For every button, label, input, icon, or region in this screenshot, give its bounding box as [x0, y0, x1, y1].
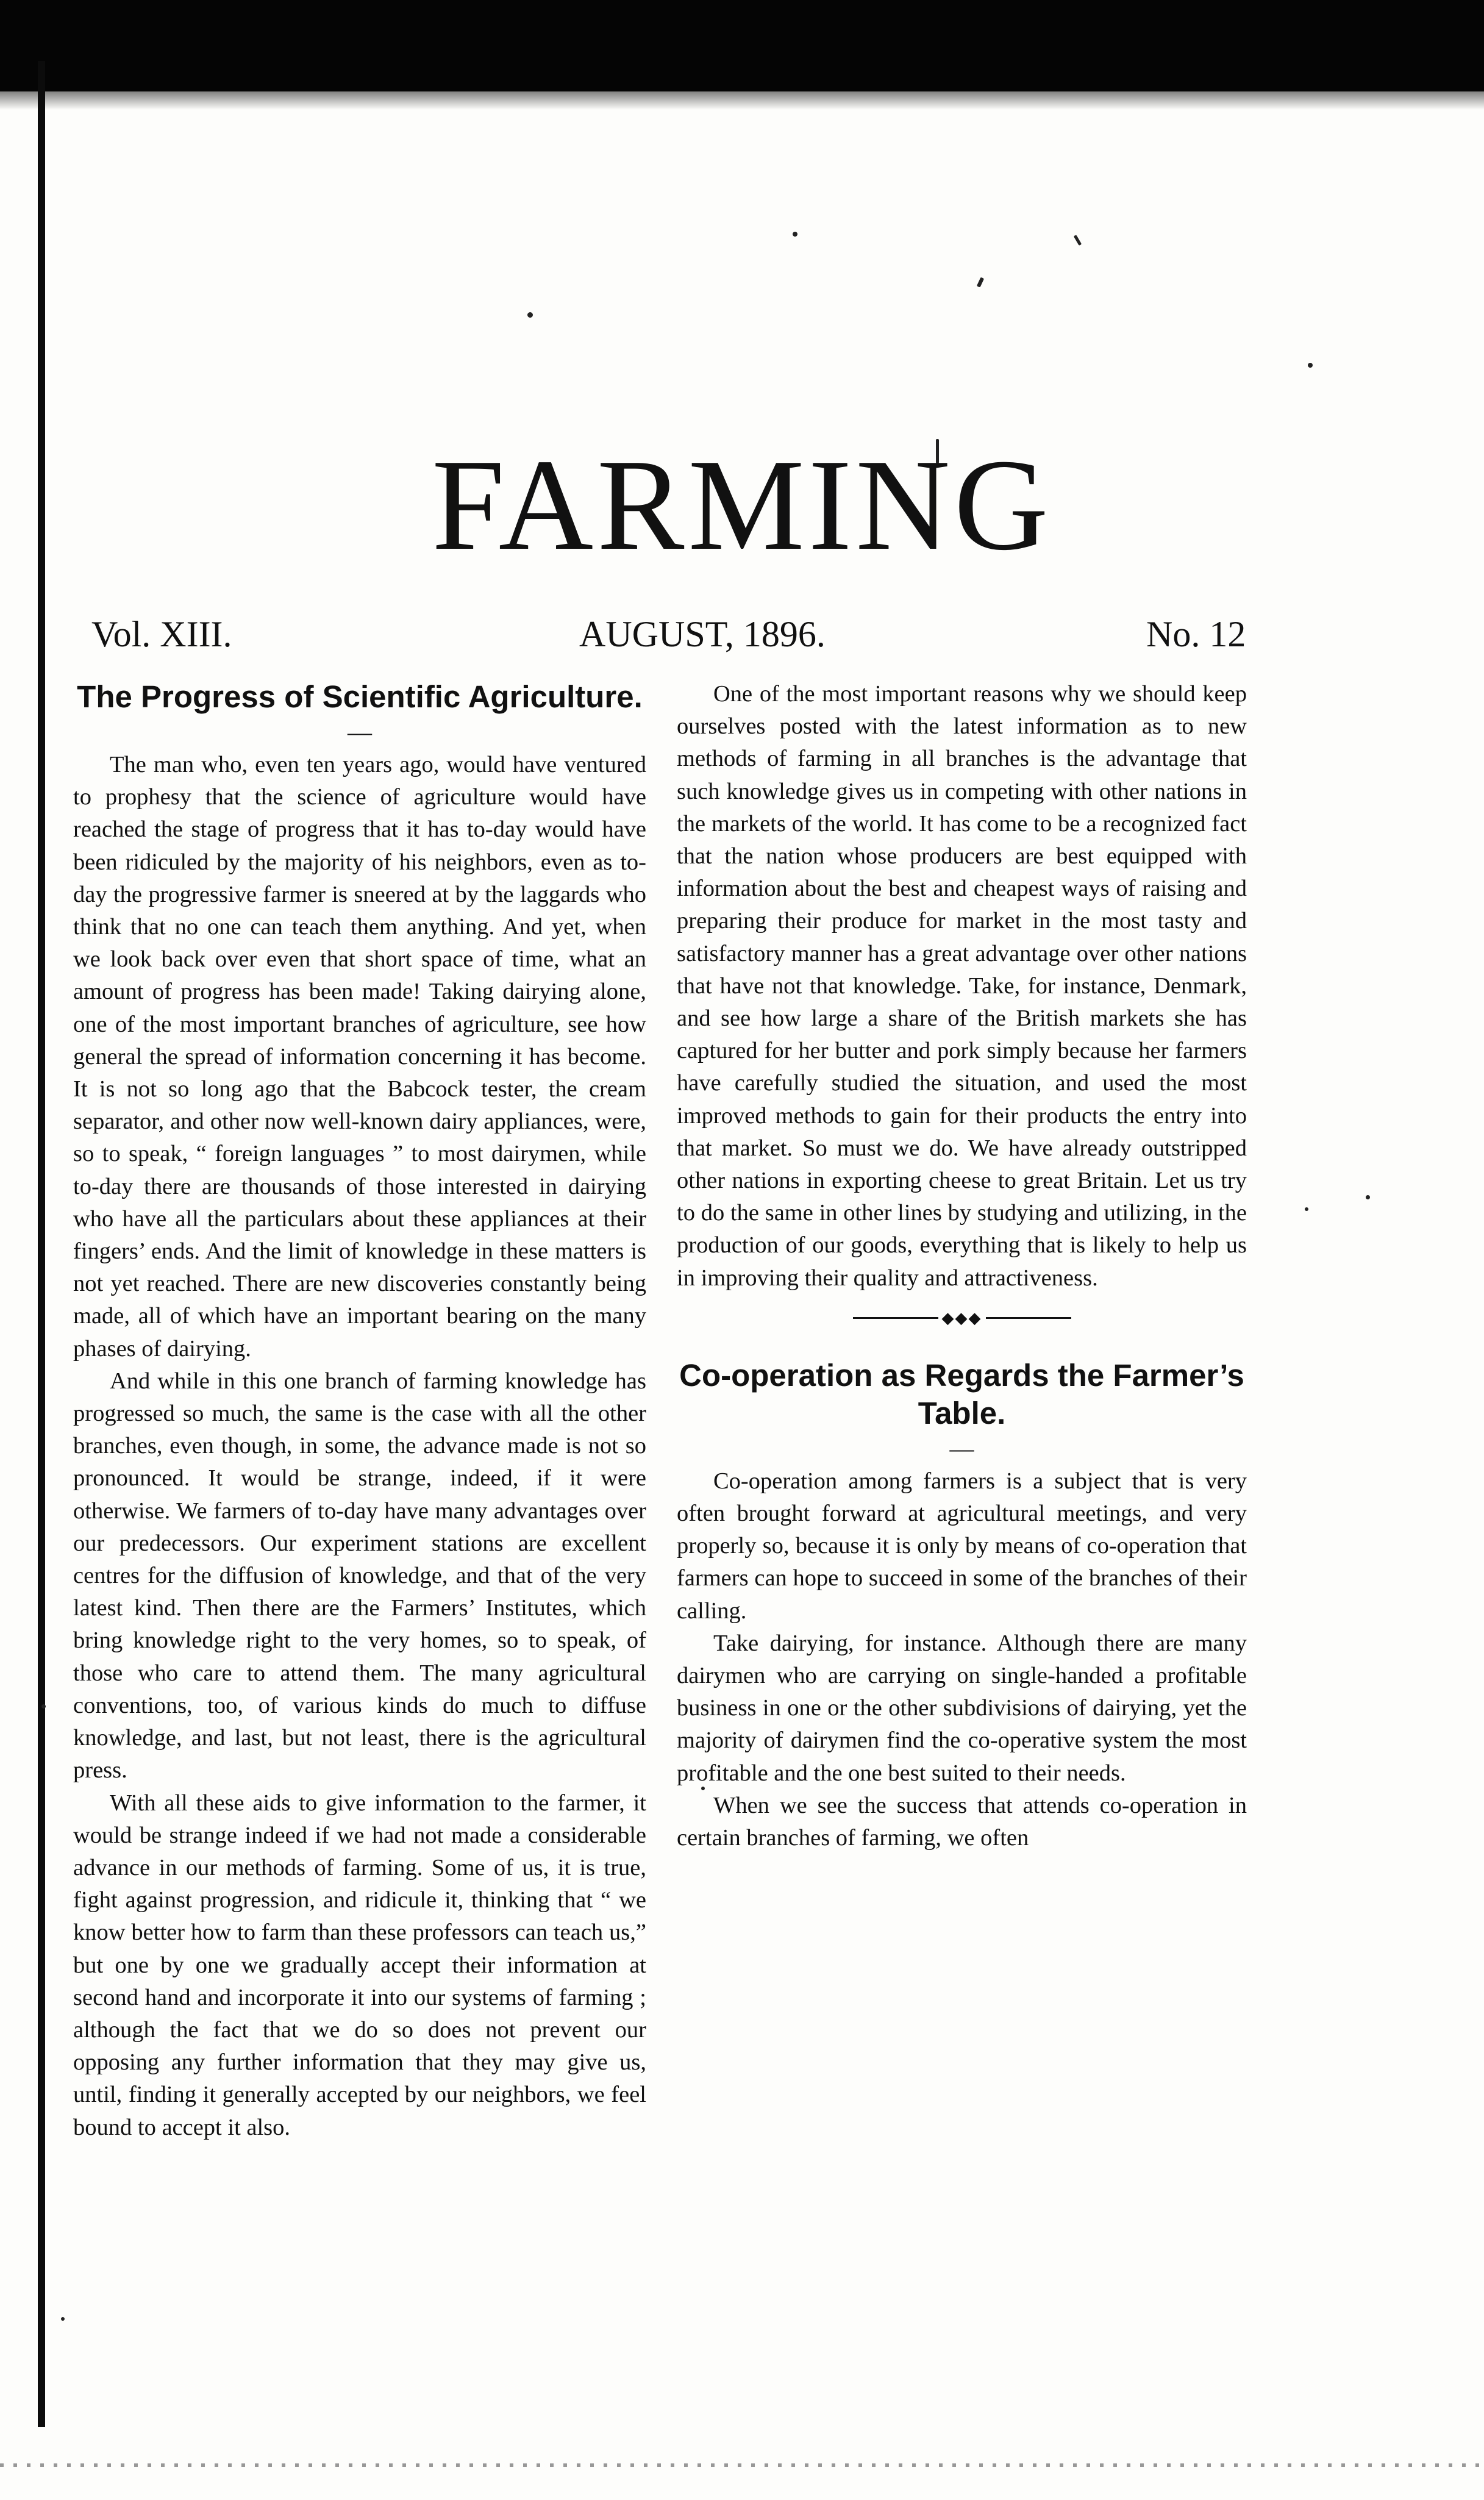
masthead-title: FARMING [432, 432, 1052, 577]
scan-speck [527, 312, 533, 318]
article-1-paragraph-4: One of the most important reasons why we should keep ourselves posted with the latest information as to new methods of farming in all branches is the advantage that such knowledge gives us in competing with other nations in the markets of the world. It has come to be a recognized fact that the nation whose producers are best equipped with information about the best and cheapest ways of raising and preparing their produce for market in the most tasty and satisfactory manner has a great advantage over other nations that have not that knowledge. Take, for instance, Denmark, and see how large a share of the British markets she has captured for her butter and pork simply because her farmers have carefully studied the situation, and used the most improved methods to gain for their products the entry into that market. So must we do. We have already outstripped other nations in exporting cheese to great Britain. Let us try to do the same in other lines by studying and utilizing, in the production of our goods, everything that is likely to help us in improving their quality and attractiveness. [677, 681, 1247, 1291]
divider-line-right [986, 1317, 1071, 1319]
divider-line-left [853, 1317, 938, 1319]
issue-number: No. 12 [1146, 614, 1246, 654]
left-column [73, 678, 646, 2144]
article-2-paragraph-3: When we see the success that attends co-operation in certain branches of farming, we often [677, 1792, 1247, 1851]
article-1-paragraph-2: And while in this one branch of farming knowledge has progressed so much, the same is the case with all the other branches, even though, in some, the advance made is not so pronounced. It would be strange, indeed, if it were otherwise. We farmers of to-day have many advantages over our predecessors. Our experiment stations are excellent centres for the diffusion of knowledge, and that of the very latest kind. Then there are the Farmers’ Institutes, which bring knowledge right to the very homes, so to speak, of those who care to attend them. The many agricultural conventions, too, of various kinds do much to diffuse knowledge, and last, but not least, there is the agricultural press. [73, 1368, 646, 1784]
issue-date: AUGUST, 1896. [579, 614, 826, 654]
article-1-title: The Progress of Scientific Agriculture. [77, 679, 643, 714]
scan-top-shadow [0, 73, 1484, 110]
article-1-paragraph-1: The man who, even ten years ago, would have ventured to prophesy that the science of agriculture would have reached the stage of progress that it has to-day would have been ridiculed by the majority of his neighbors, even as to-day the progressive farmer is sneered at by the laggards who think that no one can teach them anything. And yet, when we look back over even that short space of time, what an amount of progress has been made! Taking dairying alone, one of the most important branches of agriculture, see how general the spread of information concerning it has become. It is not so long ago that the Babcock tester, the cream separator, and other now well-known dairy appliances, were, so to speak, “ foreign languages ” to most dairymen, while to-day there are thousands of those interested in dairying who have all the particulars about these appliances at their fingers’ ends. And the limit of knowledge in these matters is not yet reached. There are new discoveries constantly being made, all of which have an important bearing on the many phases of dairying. [73, 752, 646, 1362]
article-2-title-dash: — [949, 1434, 974, 1462]
scan-speck [1074, 235, 1082, 246]
scan-bottom-edge [0, 2463, 1484, 2467]
article-2-paragraph-1: Co-operation among farmers is a subject that is very often brought forward at agricultural meetings, and very properly so, because it is only by means of co-operation that farmers can hope to succeed in some of the branches of their calling. [677, 1468, 1247, 1624]
section-divider-ornament [677, 1310, 1247, 1326]
volume-label: Vol. XIII. [91, 614, 232, 654]
article-1-paragraph-3: With all these aids to give information to the farmer, it would be strange indeed if we had not made a considerable advance in our methods of farming. Some of us, it is true, fight against progression, and ridicule it, thinking that “ we know better how to farm than these professors can teach us,” but one by one we gradually accept their information at second hand and incorporate it into our systems of farming ; although the fact that we do so does not prevent our opposing any further information that they may give us, until, finding it generally accepted by our neighbors, we feel bound to accept it also. [73, 1790, 646, 2140]
scan-speck [1305, 1207, 1308, 1211]
scan-speck [61, 2317, 65, 2321]
scan-speck [1366, 1195, 1370, 1199]
scan-speck [793, 232, 797, 237]
article-2-title: Co-operation as Regards the Farmer’s Table. [679, 1357, 1244, 1430]
divider-diamonds-icon: ◆◆◆ [941, 1309, 982, 1327]
scan-speck [1308, 363, 1313, 368]
scan-speck [977, 277, 984, 287]
scan-speck [41, 1704, 46, 1709]
article-2-paragraph-2: Take dairying, for instance. Although there are many dairymen who are carrying on single-handed a profitable business in one or the other subdivisions of dairying, yet the majority of dairymen find the co-operative system the most profitable and the one best suited to their needs. [677, 1630, 1247, 1786]
scan-left-border [38, 61, 45, 2427]
right-column [677, 678, 1247, 1854]
article-1-title-dash: — [348, 718, 372, 746]
